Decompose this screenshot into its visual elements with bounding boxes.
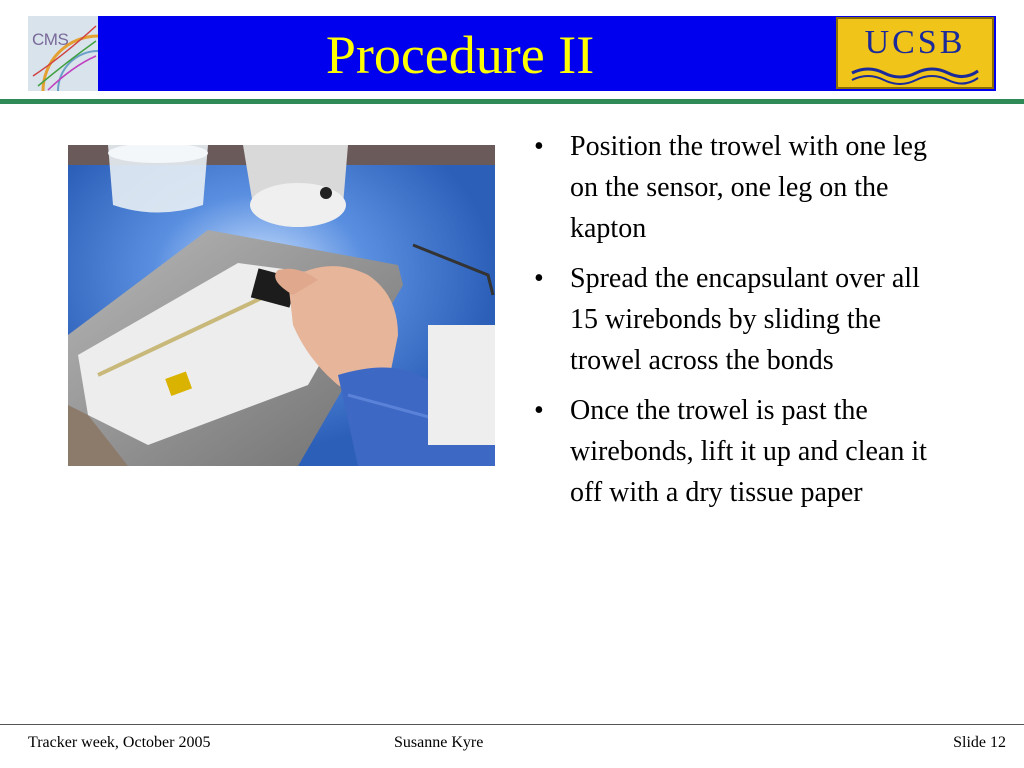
- cms-logo-graphic: [28, 16, 98, 91]
- bullet-item: [534, 390, 954, 513]
- bullet-text: Spread the encapsulant over all 15 wirebonds by sliding the trowel across the bonds: [570, 263, 920, 376]
- footer-author: Susanne Kyre: [394, 734, 484, 751]
- bullet-text: Position the trowel with one leg on the sensor, one leg on the kapton: [570, 131, 927, 244]
- ucsb-logo-text: UCSB: [864, 24, 966, 61]
- footer-event: Tracker week, October 2005: [28, 734, 211, 751]
- ucsb-logo: [836, 17, 994, 89]
- cms-logo: [28, 16, 98, 91]
- footer-slide-number: Slide 12: [953, 734, 1006, 751]
- wave-icon: [850, 63, 980, 85]
- bullet-dot: •: [534, 395, 544, 426]
- bullet-list: [534, 126, 954, 522]
- procedure-photo: [68, 145, 495, 466]
- trowel-photo-illustration: [68, 145, 495, 466]
- bullet-item: [534, 258, 954, 381]
- footer-divider: [0, 724, 1024, 725]
- header-divider: [0, 99, 1024, 104]
- cms-logo-text: CMS: [32, 30, 69, 49]
- slide-title: Procedure II: [325, 25, 595, 85]
- bullet-dot: •: [534, 263, 544, 294]
- bullet-text: Once the trowel is past the wirebonds, lift it up and clean it off with a dry tissue paper: [570, 395, 927, 508]
- bullet-dot: •: [534, 131, 544, 162]
- bullet-item: [534, 126, 954, 249]
